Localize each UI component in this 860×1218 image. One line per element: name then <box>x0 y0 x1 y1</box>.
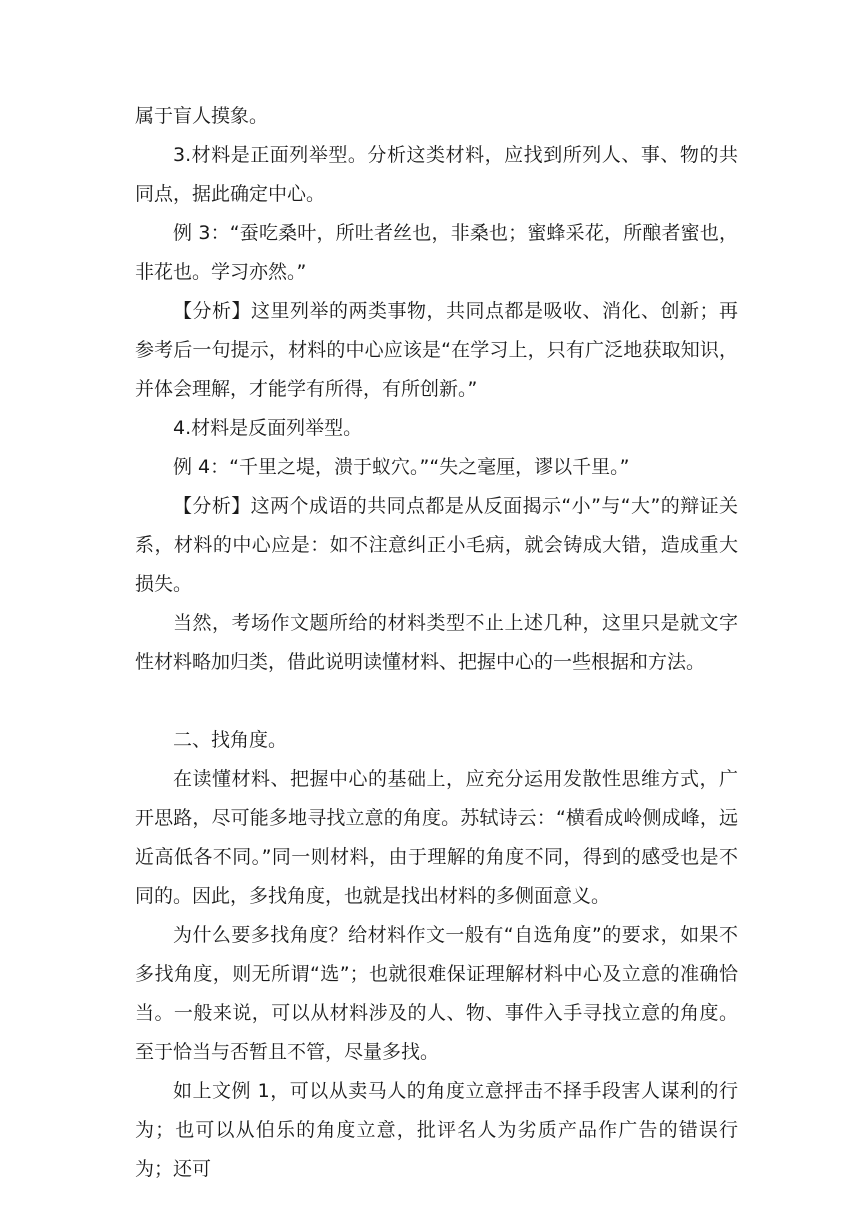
paragraph-analysis-3: 【分析】这里列举的两类事物，共同点都是吸收、消化、创新；再参考后一句提示，材料的中心应该是“在学习上，只有广泛地获取知识，并体会理解，才能学有所得，有所创新。” <box>135 300 738 400</box>
paragraph-example-1-angles: 如上文例 1，可以从卖马人的角度立意抨击不择手段害人谋利的行为；也可以从伯乐的角度立意，批评名人为劣质产品作广告的错误行为；还可 <box>135 1080 738 1180</box>
paragraph-angle-intro: 在读懂材料、把握中心的基础上，应充分运用发散性思维方式，广开思路，尽可能多地寻找立意的角度。苏轼诗云：“横看成岭侧成峰，远近高低各不同。”同一则材料，由于理解的角度不同，得到的感受也是不同的。因此，多找角度，也就是找出材料的多侧面意义。 <box>135 768 738 907</box>
paragraph-summary: 当然，考场作文题所给的材料类型不止上述几种，这里只是就文字性材料略加归类，借此说明读懂材料、把握中心的一些根据和方法。 <box>135 612 738 673</box>
paragraph-example-4: 例 4：“千里之堤，溃于蚁穴。”“失之毫厘，谬以千里。” <box>173 456 630 478</box>
section-spacer <box>135 682 738 721</box>
paragraph-why-angles: 为什么要多找角度？给材料作文一般有“自选角度”的要求，如果不多找角度，则无所谓“选”；也就很难保证理解材料中心及立意的准确恰当。一般来说，可以从材料涉及的人、物、事件入手寻找立意的角度。至于恰当与否暂且不管，尽量多找。 <box>135 924 738 1063</box>
document-body <box>135 97 738 1189</box>
paragraph-point-3: 3.材料是正面列举型。分析这类材料，应找到所列人、事、物的共同点，据此确定中心。 <box>135 144 738 205</box>
section-heading-2: 二、找角度。 <box>173 729 288 751</box>
paragraph-point-4: 4.材料是反面列举型。 <box>173 417 363 439</box>
paragraph-example-3: 例 3：“蚕吃桑叶，所吐者丝也，非桑也；蜜蜂采花，所酿者蜜也，非花也。学习亦然。” <box>135 222 738 283</box>
paragraph-analysis-4: 【分析】这两个成语的共同点都是从反面揭示“小”与“大”的辩证关系，材料的中心应是：如不注意纠正小毛病，就会铸成大错，造成重大损失。 <box>135 495 738 595</box>
paragraph-continuation: 属于盲人摸象。 <box>135 105 269 127</box>
